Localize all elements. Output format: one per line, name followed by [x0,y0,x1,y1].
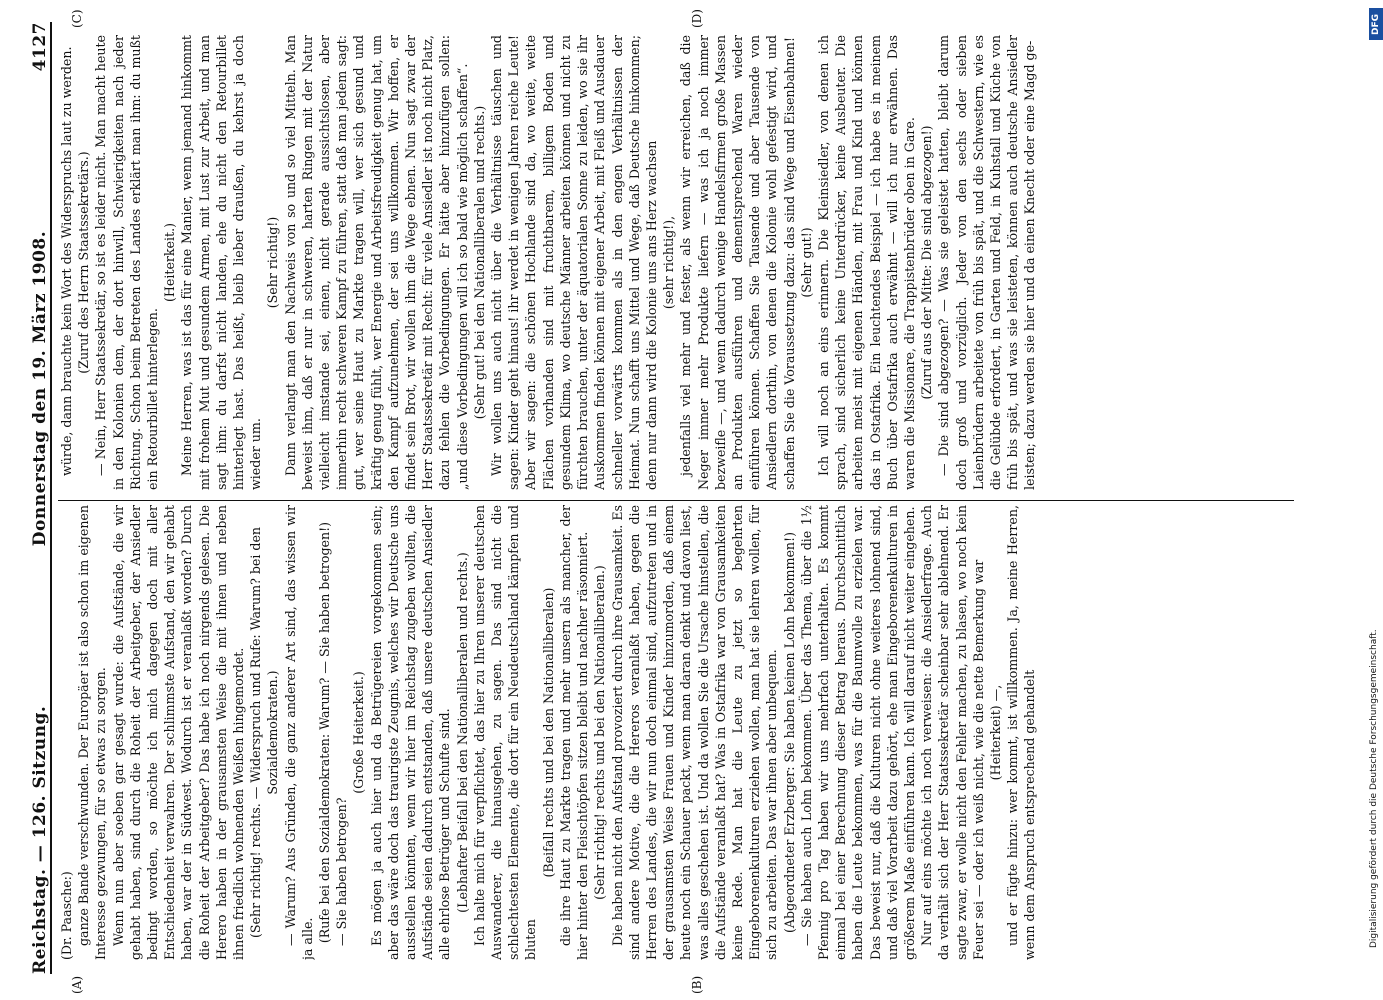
paragraph: Es mögen ja auch hier und da Betrügereien vorgekommen sein; aber das wäre doch das traurigste Zeugnis, welches wir Deutsche uns ausstellen könnten, wenn wir hier im Reichstag zugeben wollten, die Aufstände seien dadurch entstanden, daß unsere deutschen Ansiedler alle ehrlose Betrüger und Schufte sind. [368,505,453,960]
paragraph: — Sie haben auch Lohn bekommen. Über das Thema, über die 1½ Pfennig pro Tag haben wir uns mehrfach unterhalten. Es kommt einmal bei einer Berechnung dieser Betrag heraus. Durchschnittlich haben die Leute bekommen, was für die Baumwolle zu erzielen war. Das beweist nur, daß die Kulturen nicht ohne weiteres lohnend sind, und daß viel Vorarbeit dazu gehört, ehe man Eingeborenenkulturen in größerem Maße einführen kann. Ich will darauf nicht weiter eingehen. [798,505,917,960]
paragraph: würde, dann brauchte kein Wort des Widerspruchs laut zu werden. [59,46,74,476]
margin-mark-c: (C) [70,9,84,28]
paragraph: Wir wollen uns auch nicht über die Verhältnisse täuschen und sagen: Kinder geht hinaus! ihr werdet in wenigen Jahren reiche Leute! Aber wir sagen: die schönen Hochlande sind da, wo weite, weite Flächen vorhanden sind mit fruchtbarem, billigem Boden und gesundem Klima, wo deutsche Männer arbeiten können und nicht zu fürchten brauchen, unter der äquatorialen Sonne zu leiden, wo sie ihr Auskommen finden können mit eigener Arbeit, mit Fleiß und Ausdauer schneller vorwärts kommen als in den engen Verhältnissen der Heimat. Nun schafft uns Mittel und Wege, daß Deutsche hinkommen; denn nur dann wird die Kolonie uns ans Herz wachsen [489,35,659,490]
right-paragraphs [58,35,1039,490]
paragraph: Ich will noch an eins erinnern. Die Kleinsiedler, von denen ich sprach, sind sicherlich keine Unterdrücker, keine Ausbeuter. Die arbeiten meist mit eigenen Händen, mit Frau und Kind und können das in Ostafrika. Ein leuchtendes Beispiel — ich habe es in meinem Buch über Ostafrika auch erwähnt — will ich nur erwähnen. Das waren die Missionare, die Trappistenbrüder oben in Gare. [815,35,917,490]
interjection: (sehr richtig!), [661,215,677,310]
interjection: (Große Heiterkeit.) [351,671,367,794]
interjection: (Beifall rechts und bei den Nationalliberalen) [540,587,556,878]
paragraph: Die haben nicht den Aufstand provoziert durch ihre Grausamkeit. Es sind andere Motive, die die Hereros veranlaßt haben, gegen die Herren des Landes, die wir nun doch einmal sind, aufzutreten und in der grausamsten Weise Frauen und Kinder hinzumorden, daß einem heute noch ein Schauer packt, wenn man daran denkt und davon liest, was alles geschehen ist. Und da wollen Sie die Ursache hinstellen, die die Aufstände veranlaßt hat? Was in Ostafrika war von Grausamkeiten keine Rede. Man hat die Leute zu jetzt so begehrten Eingeborenenkulturen erziehen wollen, man hat sie lehren wollen, für sich zu arbeiten. Das war ihnen aber unbequem. [609,505,780,960]
header-date: Donnerstag den 19. März 1908. [30,230,50,547]
paragraph: — Warum? Aus Gründen, die ganz anderer Art sind, das wissen wir ja alle. [282,505,315,960]
paragraph: Meine Herren, was ist das für eine Manier, wenn jemand hinkommt mit frohem Mut und gesundem Armen, mit Lust zur Arbeit, und man sagt ihm: du darfst nicht landen, ehe du nicht den Retourbillet hinterlegt hast. Das heißt, bleib lieber draußen, du kehrst ja doch wieder um. [179,35,264,490]
interjection: (Sehr richtig! rechts und bei den Nationalliberalen.) [592,565,608,900]
right-column [58,35,1294,490]
paragraph: jedenfalls viel mehr und fester, als wenn wir erreichen, daß die Neger immer mehr Produkte liefern — was ich ja noch immer bezweifle —, und wenn dadurch wenige Handelsfirmen große Massen an Produkten ausführen und dementsprechend Waren wieder einführen können. Schaffen Sie Tausende und aber Tausende von Ansiedlern dorthin, von denen die Kolonie wohl gefestigt wird, und schaffen Sie die Voraussetzung dazu: das sind Wege und Eisenbahnen! [678,35,797,490]
digitization-note: Digitalisierung gefördert durch die Deutsche Forschungsgemeinschaft. [1369,629,1379,948]
column-divider [58,500,1294,501]
paragraph: Ich halte mich für verpflichtet, das hier zu Ihren unserer deutschen Auswanderer, die hinausgehen, zu sagen. Das sind nicht die schlechtesten Elemente, die dort für ein Neudeutschland kämpfen und bluten [471,505,539,960]
header-left: Reichstag. — 126. Sitzung. [30,705,50,974]
paragraph: — Nein, Herr Staatssekretär, so ist es leider nicht. Man macht heute in den Kolonien dem, der dort hinwill, Schwierigkeiten nach jeder Richtung. Schon beim Betreten des Landes erklärt man ihm: du mußt ein Retourbillet hinterlegen. [93,35,161,490]
paragraph: die ihre Haut zu Markte tragen und mehr unsern als mancher, der hier hinter den Fleischtöpfen sitzen bleibt und nachher räsonniert. [557,505,591,960]
margin-mark-a: (A) [70,975,84,994]
page-number: 4127 [30,22,50,72]
speaker-label: (Dr. Paasche:) [59,871,74,960]
left-paragraphs [75,505,1038,960]
paragraph: Wenn nun aber soeben gar gesagt wurde: die Aufstände, die wir gehabt haben, sind durch die Roheit der Arbeitgeber, der Ansiedler bedingt worden, so möchte ich mich dagegen doch mit aller Entschiedenheit verwahren. Der schlimmste Aufstand, den wir gehabt haben, war der in Südwest. Wodurch ist er veranlaßt worden? Durch die Roheit der Arbeitgeber? Das habe ich noch nirgends gelesen. Die Herero haben in der grausamsten Weise die mit ihnen und neben ihnen friedlich wohnenden Weißen hingemordet. [110,505,247,960]
dfg-logo: DFG [1369,8,1383,40]
paragraph: Nur auf eins möchte ich noch verweisen: die Ansiedlerfrage. Auch da verhält sich der Herr Staatssekretär scheinbar sehr ablehnend. Er sagte zwar, er wolle nicht den Fehler machen, zu blasen, wo noch kein Feuer sei — oder ich weiß nicht, wie die nette Bemerkung war [919,505,986,960]
paragraph: Dann verlangt man den Nachweis von so und so viel Mitteln. Man beweist ihm, daß er nur in schweren, harten Ringen mit der Natur vielleicht imstande sei, einen, nicht gerade aussichtslosen, aber immerhin recht schweren Kampf zu führen, statt daß man jedem sagt: gut, wer seine Haut zu Markte tragen will, wer sich gesund und kräftig genug fühlt, wer Energie und Arbeitsfreudigkeit genug hat, um den Kampf aufzunehmen, der sei uns willkommen. Wir hoffen, er findet sein Brot, wir wollen ihm die Wege ebnen. Nun sagt zwar der Herr Staatssekretär mit Recht: für viele Ansiedler ist noch nicht Platz, dazu fehlen die Vorbedingungen. Er hätte aber hinzufügen sollen: „und diese Vorbedingungen will ich so bald wie möglich schaffen“. [282,35,470,490]
interjection: (Sehr gut! bei den Nationalliberalen und rechts.) [471,105,487,420]
page-header [20,22,52,974]
paragraph: ganze Bande verschwunden. Der Europäer ist also schon im eigenen Interesse gezwungen, für so etwas zu sorgen. [76,505,109,960]
interjection: (Sehr richtig!) [265,216,281,309]
paragraph: — Die sind abgezogen? — Was sie geleistet hatten, bleibt darum doch groß und vorzüglich. Jeder von den sechs oder sieben Laienbrüdern arbeitete von früh bis spät, und die Schwestern, wie es die Gelübde erfordert, in Garten und Feld, in Kuhstall und Küche von früh bis spät, und was sie leisteten, können auch deutsche Ansiedler leisten; dazu werden sie hier und da einen Knecht oder eine Magd ge- [936,35,1038,490]
interjection: (Abgeordneter Erzberger: Sie haben keinen Lohn bekommen!) [781,532,797,933]
interjection: (Zuruf aus der Mitte: Die sind abgezogen!) [919,125,935,400]
paragraph: — Sie haben betrogen? [334,797,350,946]
margin-mark-b: (B) [690,975,704,994]
interjection: (Heiterkeit) —, [987,684,1003,781]
interjection: (Sehr gut!) [798,227,814,298]
interjection: (Sehr richtig! rechts. — Widerspruch und Rufe: Warum? bei den Sozialdemokraten.) [248,526,281,939]
margin-mark-d: (D) [690,9,704,28]
interjection: (Lebhafter Beifall bei den Nationalliberalen und rechts.) [454,552,470,913]
paragraph: und er fügte hinzu: wer kommt, ist willkommen. Ja, meine Herren, wenn dem Anspruch entsprechend gehandelt [1005,505,1038,960]
interjection: (Zuruf des Herrn Staatssekretärs.) [76,151,92,374]
interjection: (Heiterkeit.) [162,223,178,302]
interjection: (Rufe bei den Sozialdemokraten: Warum? — Sie haben betrogen!) [317,521,333,944]
left-column [58,505,1294,960]
